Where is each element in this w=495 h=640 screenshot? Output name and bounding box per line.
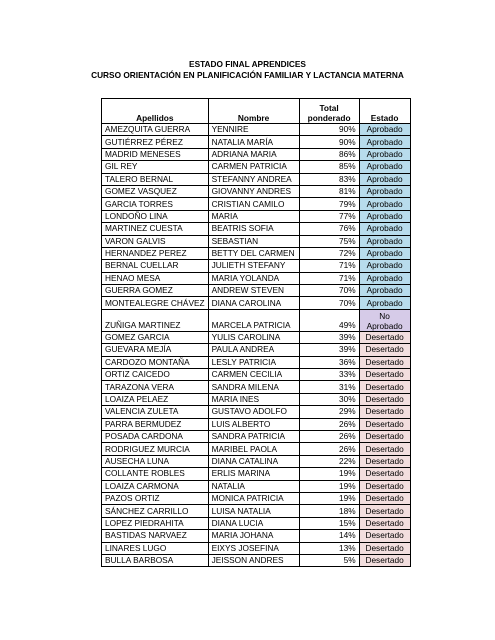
cell-apellidos: GOMEZ VASQUEZ bbox=[102, 185, 209, 197]
cell-total-ponderado: 71% bbox=[299, 272, 359, 284]
cell-total-ponderado: 77% bbox=[299, 210, 359, 222]
header-estado: Estado bbox=[359, 99, 410, 124]
cell-total-ponderado: 19% bbox=[299, 492, 359, 504]
table-row bbox=[102, 443, 411, 455]
cell-nombre: LUIS ALBERTO bbox=[208, 418, 299, 430]
table-row bbox=[102, 554, 411, 566]
header-total-ponderado: Total ponderado bbox=[299, 99, 359, 124]
cell-estado: Aprobado bbox=[359, 124, 410, 136]
table-header-row bbox=[102, 99, 411, 124]
cell-estado: Desertado bbox=[359, 492, 410, 504]
cell-nombre: SANDRA PATRICIA bbox=[208, 430, 299, 442]
cell-estado: Aprobado bbox=[359, 247, 410, 259]
table-row bbox=[102, 235, 411, 247]
cell-total-ponderado: 30% bbox=[299, 393, 359, 405]
cell-apellidos: MADRID MENESES bbox=[102, 148, 209, 160]
cell-estado: Aprobado bbox=[359, 148, 410, 160]
cell-nombre: MARIA YOLANDA bbox=[208, 272, 299, 284]
cell-apellidos: TARAZONA VERA bbox=[102, 381, 209, 393]
table-row bbox=[102, 430, 411, 442]
cell-total-ponderado: 14% bbox=[299, 530, 359, 542]
cell-estado: Aprobado bbox=[359, 185, 410, 197]
cell-nombre: LESLY PATRICIA bbox=[208, 356, 299, 368]
cell-estado: Aprobado bbox=[359, 136, 410, 148]
table-row bbox=[102, 344, 411, 356]
cell-apellidos: GUEVARA MEJÍA bbox=[102, 344, 209, 356]
cell-total-ponderado: 90% bbox=[299, 124, 359, 136]
document-title: ESTADO FINAL APRENDICES bbox=[189, 59, 306, 69]
cell-apellidos: PAZOS ORTIZ bbox=[102, 492, 209, 504]
table-row bbox=[102, 468, 411, 480]
cell-estado: Aprobado bbox=[359, 297, 410, 309]
cell-total-ponderado: 86% bbox=[299, 148, 359, 160]
cell-nombre: BETTY DEL CARMEN bbox=[208, 247, 299, 259]
cell-nombre: JEISSON ANDRES bbox=[208, 554, 299, 566]
table-row bbox=[102, 542, 411, 554]
table-row bbox=[102, 331, 411, 343]
table-row bbox=[102, 223, 411, 235]
cell-apellidos: PARRA BERMUDEZ bbox=[102, 418, 209, 430]
cell-estado: Desertado bbox=[359, 480, 410, 492]
cell-estado: No Aprobado bbox=[359, 309, 410, 331]
cell-estado: Desertado bbox=[359, 381, 410, 393]
cell-apellidos: LOAIZA CARMONA bbox=[102, 480, 209, 492]
table-row bbox=[102, 161, 411, 173]
cell-total-ponderado: 83% bbox=[299, 173, 359, 185]
cell-nombre: MARIBEL PAOLA bbox=[208, 443, 299, 455]
cell-nombre: CRISTIAN CAMILO bbox=[208, 198, 299, 210]
cell-total-ponderado: 18% bbox=[299, 505, 359, 517]
table-row bbox=[102, 369, 411, 381]
cell-nombre: SANDRA MILENA bbox=[208, 381, 299, 393]
cell-total-ponderado: 29% bbox=[299, 406, 359, 418]
cell-nombre: MONICA PATRICIA bbox=[208, 492, 299, 504]
cell-apellidos: COLLANTE ROBLES bbox=[102, 468, 209, 480]
cell-nombre: CARMEN CECILIA bbox=[208, 369, 299, 381]
cell-estado: Desertado bbox=[359, 331, 410, 343]
cell-total-ponderado: 76% bbox=[299, 223, 359, 235]
cell-nombre: STEFANNY ANDREA bbox=[208, 173, 299, 185]
cell-apellidos: AUSECHA LUNA bbox=[102, 455, 209, 467]
cell-apellidos: MARTINEZ CUESTA bbox=[102, 223, 209, 235]
cell-nombre: YENNIRE bbox=[208, 124, 299, 136]
header-nombre: Nombre bbox=[208, 99, 299, 124]
table-row bbox=[102, 247, 411, 259]
cell-nombre: NATALIA bbox=[208, 480, 299, 492]
cell-apellidos: GARCIA TORRES bbox=[102, 198, 209, 210]
cell-apellidos: TALERO BERNAL bbox=[102, 173, 209, 185]
cell-estado: Aprobado bbox=[359, 285, 410, 297]
cell-total-ponderado: 19% bbox=[299, 468, 359, 480]
cell-total-ponderado: 70% bbox=[299, 285, 359, 297]
cell-total-ponderado: 33% bbox=[299, 369, 359, 381]
cell-estado: Aprobado bbox=[359, 260, 410, 272]
cell-apellidos: AMEZQUITA GUERRA bbox=[102, 124, 209, 136]
cell-estado: Desertado bbox=[359, 505, 410, 517]
cell-apellidos: GOMEZ GARCIA bbox=[102, 331, 209, 343]
cell-apellidos: RODRIGUEZ MURCIA bbox=[102, 443, 209, 455]
cell-apellidos: GUERRA GOMEZ bbox=[102, 285, 209, 297]
cell-total-ponderado: 15% bbox=[299, 517, 359, 529]
table-row bbox=[102, 309, 411, 331]
table-row bbox=[102, 505, 411, 517]
cell-nombre: YULIS CAROLINA bbox=[208, 331, 299, 343]
cell-estado: Desertado bbox=[359, 530, 410, 542]
cell-nombre: DIANA CATALINA bbox=[208, 455, 299, 467]
cell-nombre: MARIA JOHANA bbox=[208, 530, 299, 542]
cell-nombre: GIOVANNY ANDRES bbox=[208, 185, 299, 197]
cell-nombre: MARCELA PATRICIA bbox=[208, 309, 299, 331]
table-row bbox=[102, 210, 411, 222]
table-body bbox=[102, 124, 411, 567]
cell-apellidos: ZUÑIGA MARTINEZ bbox=[102, 309, 209, 331]
cell-estado: Aprobado bbox=[359, 235, 410, 247]
cell-nombre: MARIA bbox=[208, 210, 299, 222]
table-row bbox=[102, 198, 411, 210]
cell-apellidos: LOAIZA PELAEZ bbox=[102, 393, 209, 405]
cell-apellidos: LINARES LUGO bbox=[102, 542, 209, 554]
cell-estado: Aprobado bbox=[359, 173, 410, 185]
cell-nombre: BEATRIS SOFIA bbox=[208, 223, 299, 235]
cell-apellidos: LONDOÑO LINA bbox=[102, 210, 209, 222]
cell-apellidos: SÁNCHEZ CARRILLO bbox=[102, 505, 209, 517]
cell-estado: Aprobado bbox=[359, 198, 410, 210]
table-row bbox=[102, 185, 411, 197]
cell-total-ponderado: 81% bbox=[299, 185, 359, 197]
cell-estado: Aprobado bbox=[359, 223, 410, 235]
cell-estado: Desertado bbox=[359, 455, 410, 467]
cell-total-ponderado: 26% bbox=[299, 418, 359, 430]
cell-total-ponderado: 36% bbox=[299, 356, 359, 368]
cell-total-ponderado: 31% bbox=[299, 381, 359, 393]
table-row bbox=[102, 136, 411, 148]
cell-total-ponderado: 70% bbox=[299, 297, 359, 309]
table-row bbox=[102, 492, 411, 504]
cell-total-ponderado: 5% bbox=[299, 554, 359, 566]
cell-total-ponderado: 13% bbox=[299, 542, 359, 554]
cell-apellidos: VALENCIA ZULETA bbox=[102, 406, 209, 418]
cell-estado: Desertado bbox=[359, 430, 410, 442]
cell-apellidos: BASTIDAS NARVAEZ bbox=[102, 530, 209, 542]
cell-nombre: ADRIANA MARIA bbox=[208, 148, 299, 160]
cell-apellidos: GIL REY bbox=[102, 161, 209, 173]
table-row bbox=[102, 418, 411, 430]
cell-nombre: NATALIA MARÍA bbox=[208, 136, 299, 148]
cell-nombre: EIXYS JOSEFINA bbox=[208, 542, 299, 554]
cell-nombre: DIANA CAROLINA bbox=[208, 297, 299, 309]
cell-total-ponderado: 22% bbox=[299, 455, 359, 467]
results-table bbox=[101, 98, 411, 567]
table-row bbox=[102, 272, 411, 284]
cell-apellidos: GUTIÉRREZ PÉREZ bbox=[102, 136, 209, 148]
table-row bbox=[102, 148, 411, 160]
cell-nombre: ERLIS MARINA bbox=[208, 468, 299, 480]
table-row bbox=[102, 530, 411, 542]
cell-estado: Desertado bbox=[359, 517, 410, 529]
cell-estado: Desertado bbox=[359, 406, 410, 418]
cell-nombre: JULIETH STEFANY bbox=[208, 260, 299, 272]
cell-estado: Desertado bbox=[359, 468, 410, 480]
cell-nombre: MARIA INES bbox=[208, 393, 299, 405]
cell-total-ponderado: 79% bbox=[299, 198, 359, 210]
cell-estado: Desertado bbox=[359, 418, 410, 430]
cell-nombre: CARMEN PATRICIA bbox=[208, 161, 299, 173]
table-row bbox=[102, 480, 411, 492]
cell-estado: Desertado bbox=[359, 356, 410, 368]
cell-total-ponderado: 39% bbox=[299, 344, 359, 356]
cell-total-ponderado: 75% bbox=[299, 235, 359, 247]
cell-apellidos: MONTEALEGRE CHÁVEZ bbox=[102, 297, 209, 309]
cell-apellidos: LOPEZ PIEDRAHITA bbox=[102, 517, 209, 529]
cell-total-ponderado: 71% bbox=[299, 260, 359, 272]
table-row bbox=[102, 455, 411, 467]
cell-total-ponderado: 90% bbox=[299, 136, 359, 148]
cell-apellidos: POSADA CARDONA bbox=[102, 430, 209, 442]
cell-total-ponderado: 19% bbox=[299, 480, 359, 492]
cell-total-ponderado: 49% bbox=[299, 309, 359, 331]
cell-estado: Aprobado bbox=[359, 272, 410, 284]
table-row bbox=[102, 285, 411, 297]
cell-estado: Desertado bbox=[359, 344, 410, 356]
cell-apellidos: VARON GALVIS bbox=[102, 235, 209, 247]
cell-apellidos: CARDOZO MONTAÑA bbox=[102, 356, 209, 368]
cell-total-ponderado: 26% bbox=[299, 443, 359, 455]
table-row bbox=[102, 297, 411, 309]
header-apellidos: Apellidos bbox=[102, 99, 209, 124]
cell-apellidos: BULLA BARBOSA bbox=[102, 554, 209, 566]
table-row bbox=[102, 260, 411, 272]
cell-apellidos: BERNAL CUELLAR bbox=[102, 260, 209, 272]
cell-total-ponderado: 39% bbox=[299, 331, 359, 343]
cell-estado: Aprobado bbox=[359, 210, 410, 222]
cell-estado: Desertado bbox=[359, 393, 410, 405]
table-row bbox=[102, 381, 411, 393]
cell-nombre: GUSTAVO ADOLFO bbox=[208, 406, 299, 418]
cell-nombre: SEBASTIAN bbox=[208, 235, 299, 247]
table-row bbox=[102, 173, 411, 185]
cell-total-ponderado: 26% bbox=[299, 430, 359, 442]
cell-total-ponderado: 85% bbox=[299, 161, 359, 173]
table-row bbox=[102, 356, 411, 368]
cell-apellidos: HENAO MESA bbox=[102, 272, 209, 284]
cell-estado: Desertado bbox=[359, 554, 410, 566]
cell-estado: Desertado bbox=[359, 542, 410, 554]
cell-nombre: LUISA NATALIA bbox=[208, 505, 299, 517]
table-row bbox=[102, 393, 411, 405]
table-row bbox=[102, 517, 411, 529]
cell-estado: Aprobado bbox=[359, 161, 410, 173]
table-row bbox=[102, 124, 411, 136]
table-row bbox=[102, 406, 411, 418]
cell-nombre: PAULA ANDREA bbox=[208, 344, 299, 356]
cell-apellidos: HERNANDEZ PEREZ bbox=[102, 247, 209, 259]
cell-nombre: ANDREW STEVEN bbox=[208, 285, 299, 297]
document-subtitle: CURSO ORIENTACIÓN EN PLANIFICACIÓN FAMILIAR Y LACTANCIA MATERNA bbox=[91, 70, 404, 80]
cell-nombre: DIANA LUCIA bbox=[208, 517, 299, 529]
cell-estado: Desertado bbox=[359, 369, 410, 381]
cell-apellidos: ORTIZ CAICEDO bbox=[102, 369, 209, 381]
cell-estado: Desertado bbox=[359, 443, 410, 455]
cell-total-ponderado: 72% bbox=[299, 247, 359, 259]
